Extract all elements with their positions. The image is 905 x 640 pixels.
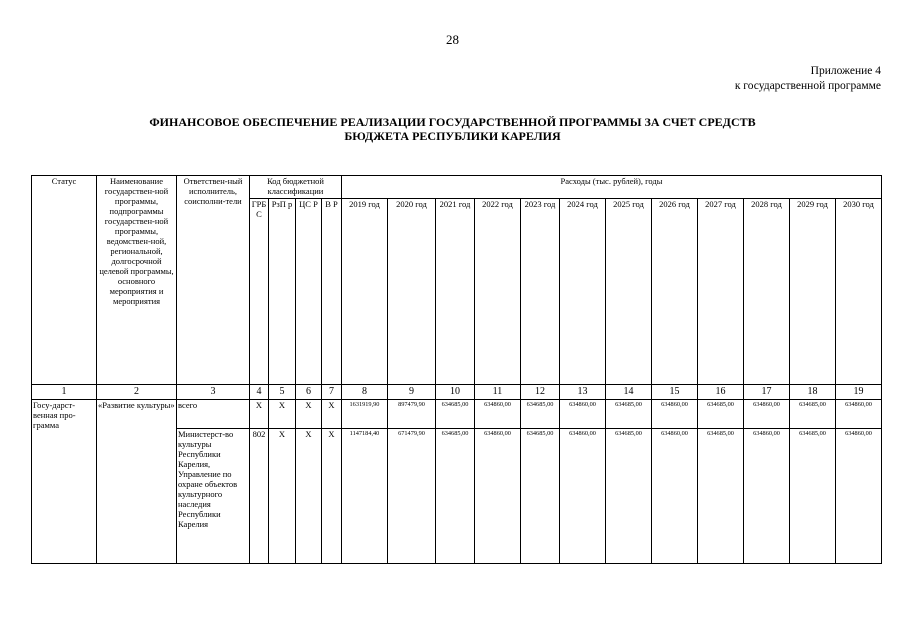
status-cell: Госу-дарст-венная про-грамма [32, 400, 97, 564]
value-cell: 634860,00 [475, 429, 521, 564]
value-cell: 1147184,40 [342, 429, 388, 564]
header-expenses-group: Расходы (тыс. рублей), годы [342, 176, 882, 199]
column-number: 3 [177, 385, 250, 400]
page-number: 28 [446, 32, 459, 47]
header-year: 2030 год [836, 199, 882, 385]
appendix-line-1: Приложение 4 [810, 65, 881, 77]
column-number: 13 [560, 385, 606, 400]
code-cell: 802 [250, 429, 269, 564]
header-year: 2019 год [342, 199, 388, 385]
header-year: 2021 год [436, 199, 475, 385]
value-cell: 634685,00 [698, 429, 744, 564]
code-cell: Х [322, 400, 342, 429]
column-number: 12 [521, 385, 560, 400]
header-year: 2022 год [475, 199, 521, 385]
value-cell: 1631919,90 [342, 400, 388, 429]
header-year: 2029 год [790, 199, 836, 385]
header-year: 2028 год [744, 199, 790, 385]
value-cell: 634685,00 [436, 400, 475, 429]
value-cell: 634685,00 [521, 429, 560, 564]
financing-table [31, 175, 882, 564]
column-number: 11 [475, 385, 521, 400]
column-number-row [32, 385, 882, 400]
value-cell: 634860,00 [560, 400, 606, 429]
executor-cell: Министерст-во культуры Республики Карелия, Управление по охране объектов культурного наследия Республики Карелия [177, 429, 250, 564]
column-number: 6 [296, 385, 322, 400]
value-cell: 634860,00 [836, 429, 882, 564]
appendix-line-2: к государственной программе [734, 80, 881, 92]
header-code-group: Код бюджетной классификации [250, 176, 342, 199]
header-status: Статус [32, 176, 97, 385]
column-number: 15 [652, 385, 698, 400]
table-row [32, 400, 882, 429]
column-number: 5 [269, 385, 296, 400]
value-cell: 634685,00 [790, 400, 836, 429]
header-year: 2024 год [560, 199, 606, 385]
value-cell: 634685,00 [436, 429, 475, 564]
header-code-rzpr: РзП р [269, 199, 296, 385]
code-cell: Х [296, 429, 322, 564]
value-cell: 634685,00 [606, 400, 652, 429]
value-cell: 634860,00 [560, 429, 606, 564]
header-year: 2023 год [521, 199, 560, 385]
code-cell: Х [250, 400, 269, 429]
header-code-csr: ЦС Р [296, 199, 322, 385]
program-name-cell: «Развитие культуры» [97, 400, 177, 564]
column-number: 18 [790, 385, 836, 400]
header-code-grbs: ГРБ С [250, 199, 269, 385]
title-line-2: БЮДЖЕТА РЕСПУБЛИКИ КАРЕЛИЯ [344, 129, 561, 143]
value-cell: 634860,00 [836, 400, 882, 429]
code-cell: Х [269, 400, 296, 429]
column-number: 7 [322, 385, 342, 400]
code-cell: Х [296, 400, 322, 429]
value-cell: 671479,90 [388, 429, 436, 564]
title-line-1: ФИНАНСОВОЕ ОБЕСПЕЧЕНИЕ РЕАЛИЗАЦИИ ГОСУДАРСТВЕННОЙ ПРОГРАММЫ ЗА СЧЕТ СРЕДСТВ [149, 115, 756, 129]
column-number: 14 [606, 385, 652, 400]
value-cell: 634685,00 [790, 429, 836, 564]
value-cell: 634685,00 [698, 400, 744, 429]
header-name: Наименование государствен-ной программы, подпрограммы государствен-ной программы, ведомствен-ной, региональной, долгосрочной целевой программы, основного мероприятия и мероприятия [97, 176, 177, 385]
code-cell: Х [269, 429, 296, 564]
header-year: 2020 год [388, 199, 436, 385]
executor-cell: всего [177, 400, 250, 429]
appendix-caption [735, 64, 881, 94]
column-number: 4 [250, 385, 269, 400]
code-cell: Х [322, 429, 342, 564]
value-cell: 634860,00 [744, 400, 790, 429]
value-cell: 634685,00 [521, 400, 560, 429]
column-number: 9 [388, 385, 436, 400]
value-cell: 634860,00 [475, 400, 521, 429]
column-number: 16 [698, 385, 744, 400]
header-year: 2026 год [652, 199, 698, 385]
header-year: 2025 год [606, 199, 652, 385]
column-number: 8 [342, 385, 388, 400]
column-number: 1 [32, 385, 97, 400]
value-cell: 897479,90 [388, 400, 436, 429]
value-cell: 634860,00 [744, 429, 790, 564]
document-title [0, 115, 905, 143]
column-number: 2 [97, 385, 177, 400]
header-executor: Ответствен-ный исполнитель, соисполни-тели [177, 176, 250, 385]
header-year: 2027 год [698, 199, 744, 385]
header-code-vr: В Р [322, 199, 342, 385]
column-number: 10 [436, 385, 475, 400]
value-cell: 634860,00 [652, 400, 698, 429]
column-number: 17 [744, 385, 790, 400]
column-number: 19 [836, 385, 882, 400]
value-cell: 634685,00 [606, 429, 652, 564]
value-cell: 634860,00 [652, 429, 698, 564]
